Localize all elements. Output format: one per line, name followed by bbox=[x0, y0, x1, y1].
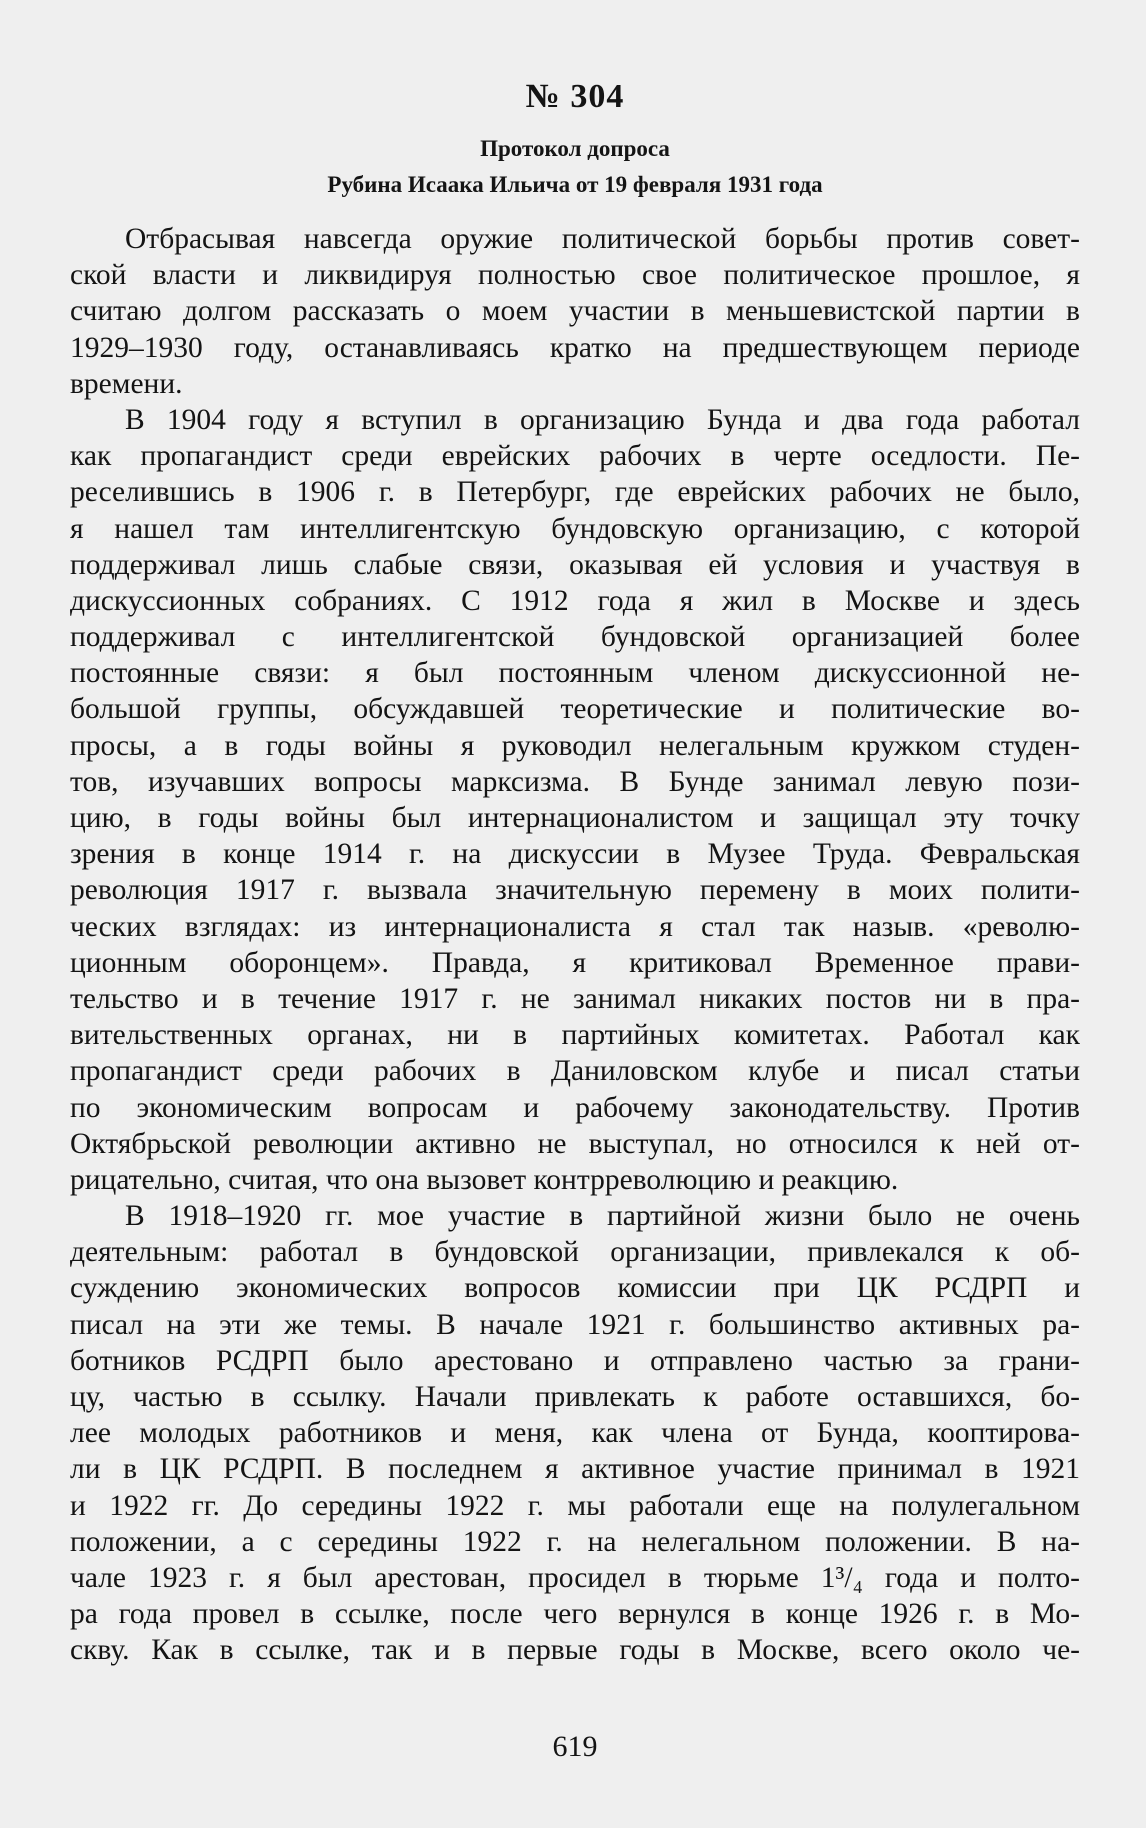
text-line: вительственных органах, ни в партийных комитетах. Работал как bbox=[70, 1019, 1080, 1052]
text-line: реселившись в 1906 г. в Петербург, где еврейских рабочих не было, bbox=[70, 476, 1080, 509]
text-line: ционным оборонцем». Правда, я критиковал Временное прави- bbox=[70, 946, 1080, 979]
text-line: рицательно, считая, что она вызовет контрреволюцию и реакцию. bbox=[70, 1163, 899, 1196]
text-line: дискуссионных собраниях. С 1912 года я жил в Москве и здесь bbox=[70, 584, 1080, 617]
text-line: поддерживал лишь слабые связи, оказывая ей условия и участвуя в bbox=[70, 548, 1080, 581]
document-title bbox=[70, 131, 1080, 203]
text-line: ческих взглядах: из интернационалиста я стал так назыв. «револю- bbox=[70, 910, 1080, 943]
text-line: времени. bbox=[70, 367, 183, 400]
document-page bbox=[70, 0, 1080, 1828]
text-line: скву. Как в ссылке, так и в первые годы в Москве, всего около че- bbox=[70, 1634, 1080, 1667]
text-line: зрения в конце 1914 г. на дискуссии в Музее Труда. Февральская bbox=[70, 838, 1080, 871]
text-line: я нашел там интеллигентскую бундовскую организацию, с которой bbox=[70, 512, 1080, 545]
text-line: постоянные связи: я был постоянным членом дискуссионной не- bbox=[70, 657, 1080, 690]
text-line: как пропагандист среди еврейских рабочих в черте оседлости. Пе- bbox=[70, 440, 1080, 473]
text-line: считаю долгом рассказать о моем участии в меньшевистской партии в bbox=[70, 295, 1080, 328]
text-line: поддерживал с интеллигентской бундовской организацией более bbox=[70, 621, 1080, 654]
paragraph bbox=[70, 221, 1080, 402]
text-line: писал на эти же темы. В начале 1921 г. большинство активных ра- bbox=[70, 1308, 1080, 1341]
text-line: Отбрасывая навсегда оружие политической борьбы против совет- bbox=[125, 223, 1080, 255]
title-line-1: Протокол допроса bbox=[480, 136, 670, 161]
text-line: большой группы, обсуждавшей теоретические и политические во- bbox=[70, 693, 1080, 726]
text-line: В 1918–1920 гг. мое участие в партийной жизни было не очень bbox=[125, 1200, 1080, 1233]
text-line: ботников РСДРП было арестовано и отправлено частью за грани- bbox=[70, 1344, 1080, 1377]
text-line: суждению экономических вопросов комиссии при ЦК РСДРП и bbox=[70, 1272, 1080, 1305]
text-line: ли в ЦК РСДРП. В последнем я активное участие принимал в 1921 bbox=[70, 1453, 1080, 1486]
title-line-2: Рубина Исаака Ильича от 19 февраля 1931 года bbox=[327, 172, 823, 197]
text-line: тельство и в течение 1917 г. не занимал никаких постов ни в пра- bbox=[70, 982, 1080, 1015]
text-line: ра года провел в ссылке, после чего вернулся в конце 1926 г. в Мо- bbox=[70, 1598, 1080, 1631]
text-line: чале 1923 г. я был арестован, просидел в тюрьме 1³/₄ года и полто- bbox=[70, 1561, 1080, 1594]
text-line: 1929–1930 году, останавливаясь кратко на предшествующем периоде bbox=[70, 331, 1080, 364]
text-line: В 1904 году я вступил в организацию Бунда и два года работал bbox=[125, 403, 1080, 436]
text-line: цу, частью в ссылку. Начали привлекать к работе оставшихся, бо- bbox=[70, 1381, 1080, 1413]
document-body bbox=[70, 221, 1080, 1669]
paragraph bbox=[70, 402, 1080, 1198]
text-line: ской власти и ликвидируя полностью свое политическое прошлое, я bbox=[70, 259, 1080, 292]
text-line: по экономическим вопросам и рабочему законодательству. Против bbox=[70, 1091, 1080, 1124]
paragraph bbox=[70, 1198, 1080, 1668]
document-number: № 304 bbox=[525, 78, 625, 115]
text-line: революция 1917 г. вызвала значительную перемену в моих полити- bbox=[70, 874, 1080, 907]
text-line: деятельным: работал в бундовской организации, привлекался к об- bbox=[70, 1236, 1080, 1269]
text-line: пропагандист среди рабочих в Даниловском клубе и писал статьи bbox=[70, 1055, 1080, 1088]
text-line: Октябрьской революции активно не выступал, но относился к ней от- bbox=[70, 1127, 1080, 1160]
text-line: лее молодых работников и меня, как члена от Бунда, кооптирова- bbox=[70, 1417, 1080, 1450]
text-line: просы, а в годы войны я руководил нелегальным кружком студен- bbox=[70, 729, 1080, 762]
text-line: цию, в годы войны был интернационалистом и защищал эту точку bbox=[70, 802, 1080, 834]
page-number: 619 bbox=[552, 1730, 598, 1763]
text-line: и 1922 гг. До середины 1922 г. мы работали еще на полулегальном bbox=[70, 1489, 1080, 1522]
text-line: положении, а с середины 1922 г. на нелегальном положении. В на- bbox=[70, 1525, 1080, 1558]
text-line: тов, изучавших вопросы марксизма. В Бунде занимал левую пози- bbox=[70, 765, 1080, 798]
